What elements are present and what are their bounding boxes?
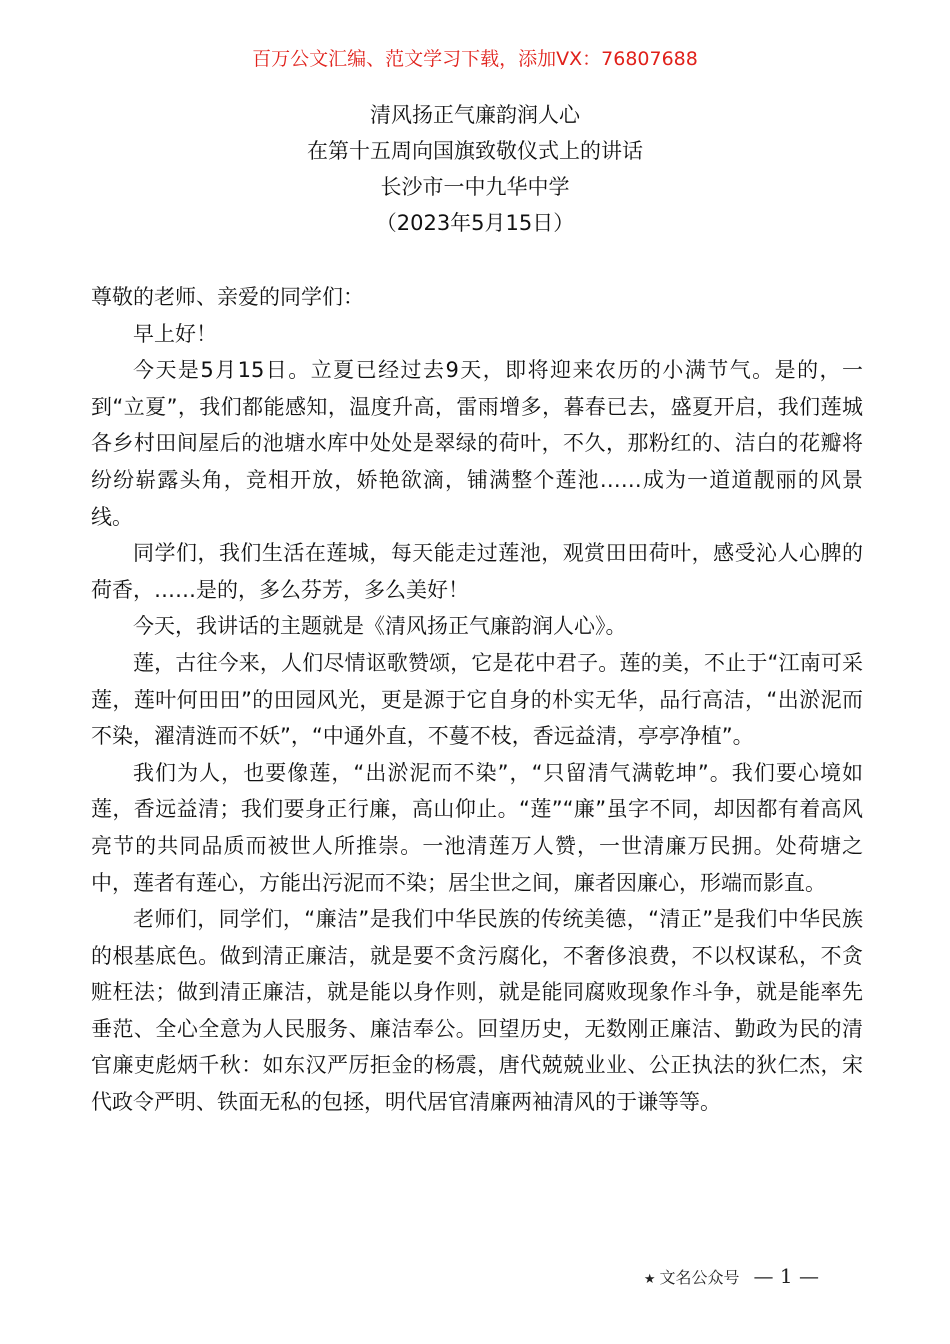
star-icon: ★ bbox=[643, 1272, 656, 1287]
paragraph: 我们为人，也要像莲，“出淤泥而不染”，“只留清气满乾坤”。我们要心境如莲，香远益清；我们要身正行廉，高山仰止。“莲”“廉”虽字不同，却因都有着高风亮节的共同品质而被世人所推崇。一池清莲万人赞，一世清廉万民拥。处荷塘之中，莲者有莲心，方能出污泥而不染；居尘世之间，廉者因廉心，形端而影直。 bbox=[91, 760, 863, 895]
watermark-banner: 百万公文汇编、范文学习下载，添加VX：76807688 bbox=[252, 48, 698, 70]
speech-body bbox=[91, 279, 863, 1121]
speech-subtitle: 在第十五周向国旗致敬仪式上的讲话 bbox=[307, 139, 643, 163]
page-footer bbox=[644, 1264, 819, 1292]
paragraph: 老师们，同学们，“廉洁”是我们中华民族的传统美德，“清正”是我们中华民族的根基底色。做到清正廉洁，就是要不贪污腐化，不奢侈浪费，不以权谋私，不贪赃枉法；做到清正廉洁，就是能以身作则，就是能同腐败现象作斗争，就是能率先垂范、全心全意为人民服务、廉洁奉公。回望历史，无数刚正廉洁、勤政为民的清官廉吏彪炳千秋：如东汉严厉拒金的杨震，唐代兢兢业业、公正执法的狄仁杰，宋代政令严明、铁面无私的包拯，明代居官清廉两袖清风的于谦等等。 bbox=[91, 907, 863, 1115]
paragraph-greeting: 早上好！ bbox=[133, 321, 217, 346]
page-number: — 1 — bbox=[753, 1264, 819, 1288]
speaker-organization: 长沙市一中九华中学 bbox=[380, 175, 570, 199]
paragraph: 今天是5月15日。立夏已经过去9天，即将迎来农历的小满节气。是的，一到“立夏”，我们都能感知，温度升高，雷雨增多，暮春已去，盛夏开启，我们莲城各乡村田间屋后的池塘水库中处处是翠绿的荷叶，不久，那粉红的、洁白的花瓣将纷纷崭露头角，竞相开放，娇艳欲滴，铺满整个莲池……成为一道道靓丽的风景线。 bbox=[91, 358, 863, 529]
salutation: 尊敬的老师、亲爱的同学们： bbox=[91, 285, 364, 309]
paragraph: 莲，古往今来，人们尽情讴歌赞颂，它是花中君子。莲的美，不止于“江南可采莲，莲叶何田田”的田园风光，更是源于它自身的朴实无华，品行高洁，“出淤泥而不染，濯清涟而不妖”，“中通外直，不蔓不枝，香远益清，亭亭净植”。 bbox=[91, 650, 863, 749]
speech-date: （2023年5月15日） bbox=[375, 211, 575, 235]
title-block bbox=[0, 97, 950, 241]
speech-title: 清风扬正气廉韵润人心 bbox=[370, 103, 580, 127]
footer-label: 文名公众号 bbox=[659, 1268, 740, 1287]
paragraph-theme: 今天，我讲话的主题就是《清风扬正气廉韵润人心》。 bbox=[133, 614, 627, 639]
paragraph: 同学们，我们生活在莲城，每天能走过莲池，观赏田田荷叶，感受沁人心脾的荷香，……是的，多么芬芳，多么美好！ bbox=[91, 541, 863, 602]
